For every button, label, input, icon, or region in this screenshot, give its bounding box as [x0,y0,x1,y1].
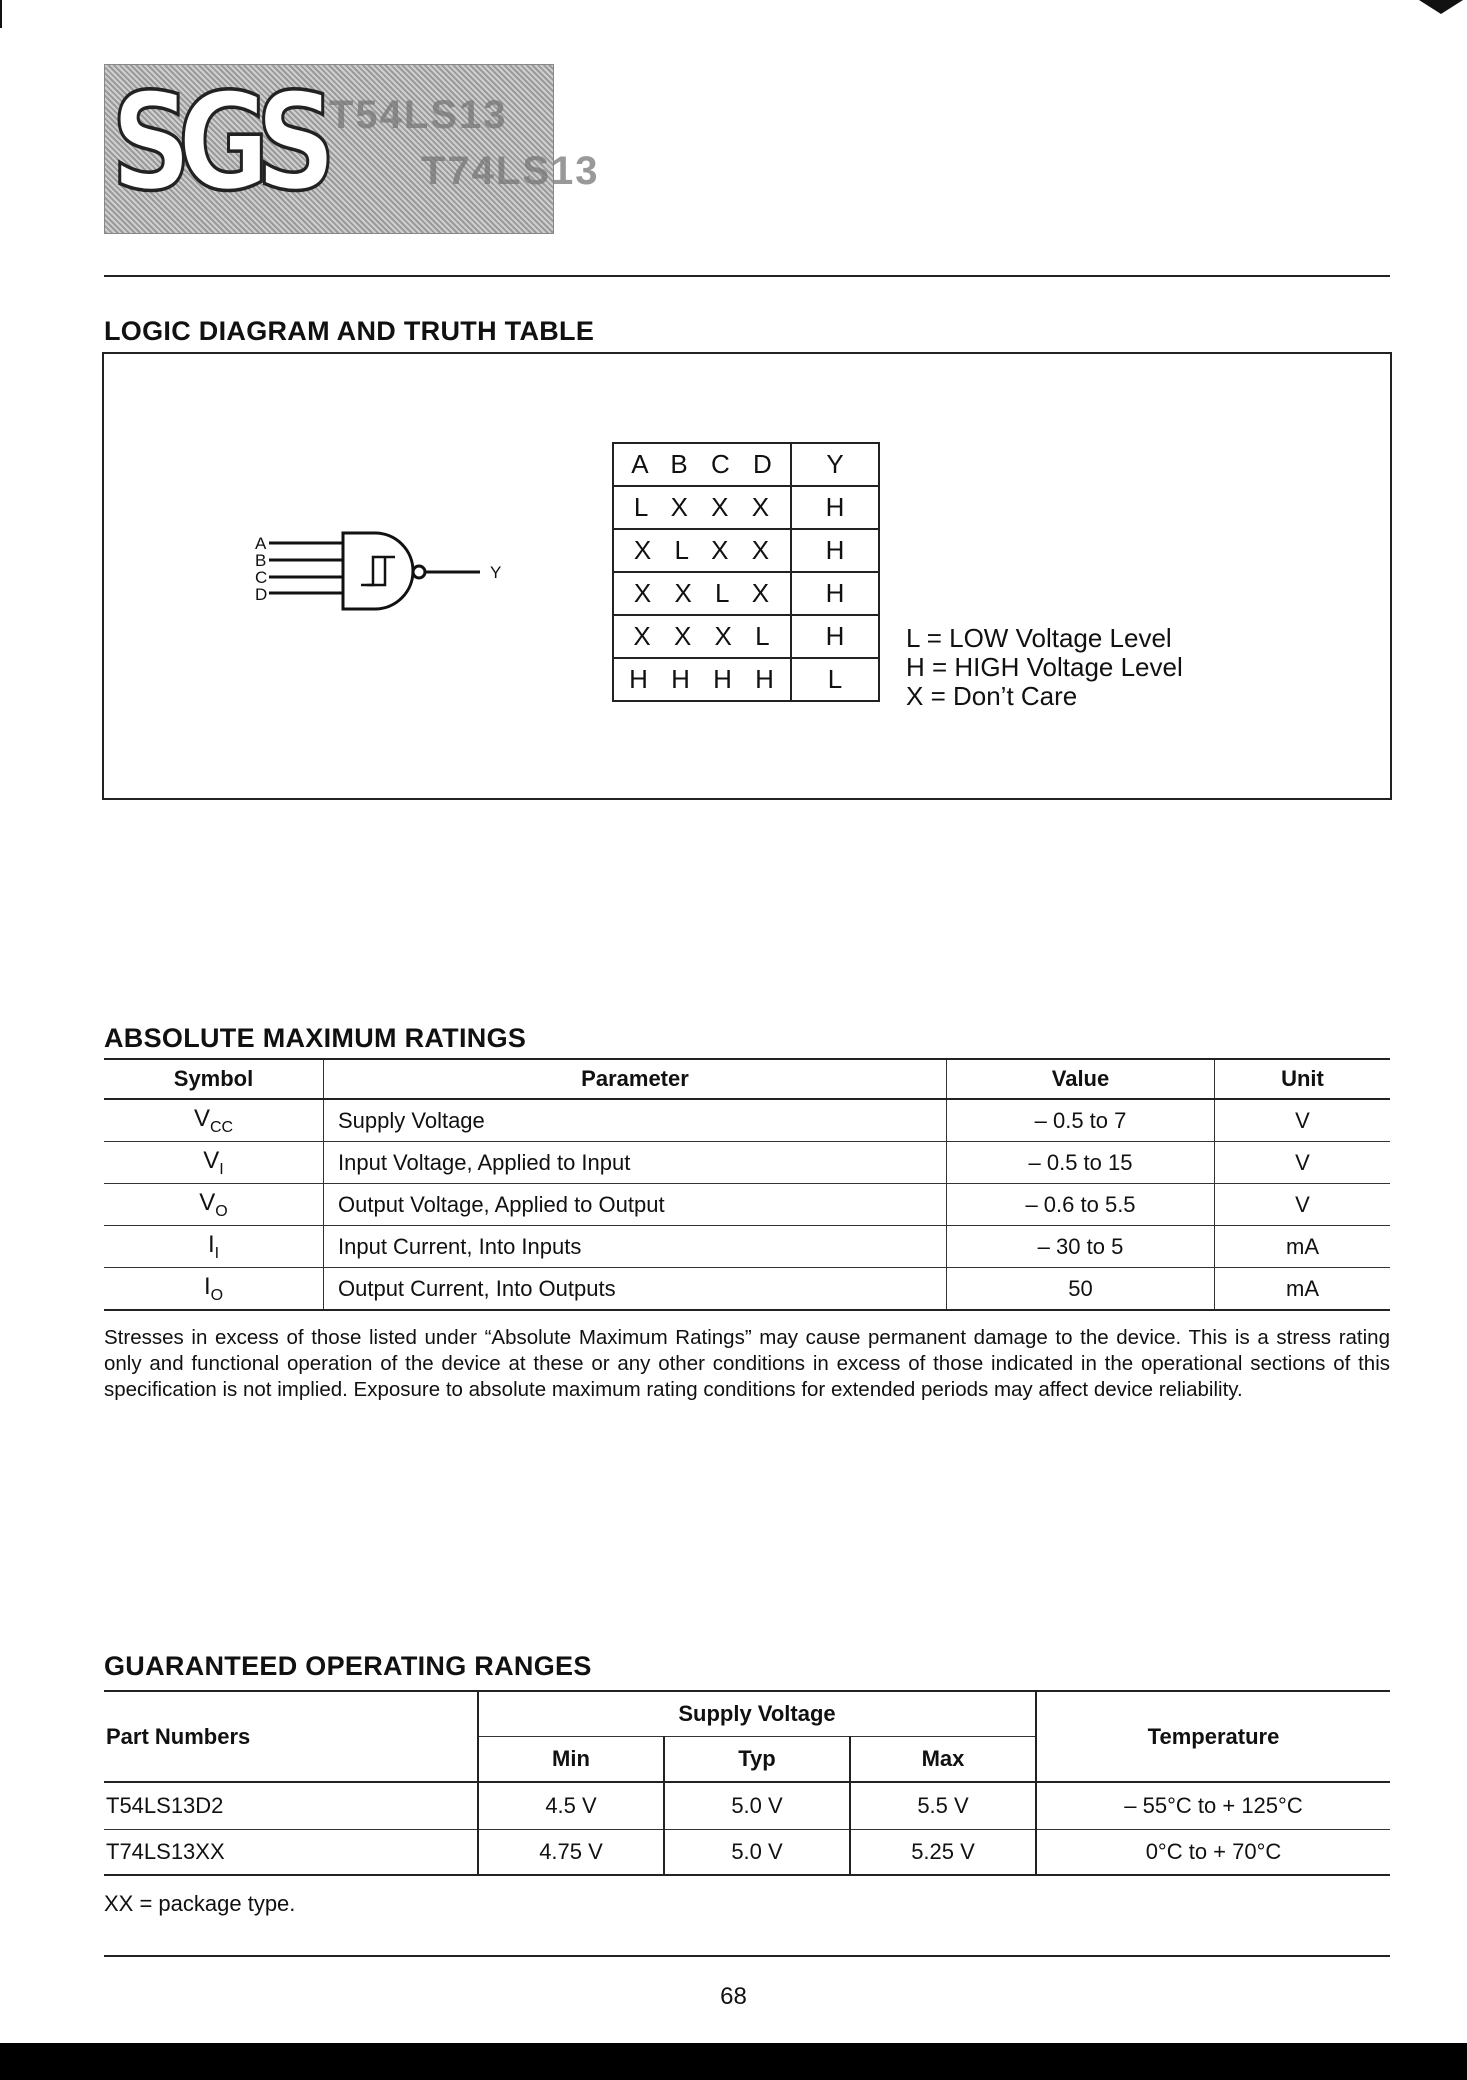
col-parameter: Parameter [324,1060,947,1099]
nand-schmitt-gate [255,525,535,625]
truth-output: H [791,615,879,658]
truth-inputs: X X L X [613,572,791,615]
col-symbol: Symbol [104,1060,324,1099]
ratings-section-title: ABSOLUTE MAXIMUM RATINGS [104,1023,527,1053]
scan-bottom-band [0,2043,1467,2080]
unit-cell: mA [1215,1226,1391,1268]
col-max: Max [850,1737,1036,1783]
truth-header-inputs: A B C D [613,443,791,486]
value-cell: – 0.5 to 7 [947,1099,1215,1142]
col-temperature: Temperature [1036,1691,1390,1782]
inverter-bubble [413,566,425,578]
unit-cell: V [1215,1184,1391,1226]
value-cell: – 0.5 to 15 [947,1142,1215,1184]
input-label-c: C [255,568,268,587]
unit-cell: V [1215,1099,1391,1142]
truth-output: H [791,486,879,529]
truth-row [613,658,879,701]
truth-output: H [791,572,879,615]
ranges-section-title: GUARANTEED OPERATING RANGES [104,1651,592,1681]
parameter-cell: Output Current, Into Outputs [324,1268,947,1311]
symbol-cell: $I_I$ [104,1226,324,1268]
unit-cell: mA [1215,1268,1391,1311]
table-row [104,1268,1390,1311]
gate-body [343,533,413,609]
truth-output: H [791,529,879,572]
legend-high: H = HIGH Voltage Level [906,652,1183,682]
col-part-numbers: Part Numbers [104,1691,478,1782]
table-row [104,1782,1390,1830]
col-supply-voltage: Supply Voltage [478,1691,1036,1737]
symbol-cell: $V_{CC}$ [104,1099,324,1142]
page-number: 68 [720,1983,747,2010]
corner-arrow-icon [1419,0,1463,14]
part-number-2: T74LS13 [421,149,600,193]
max-cell: 5.5 V [850,1782,1036,1830]
truth-table [612,442,880,702]
truth-inputs: X L X X [613,529,791,572]
table-row [104,1184,1390,1226]
part-cell: T74LS13XX [104,1830,478,1876]
parameter-cell: Supply Voltage [324,1099,947,1142]
sgs-logo [104,64,600,234]
legend-low: L = LOW Voltage Level [906,623,1172,653]
ratings-header-row [104,1060,1390,1099]
value-cell: – 0.6 to 5.5 [947,1184,1215,1226]
legend-dont-care: X = Don’t Care [906,681,1078,711]
table-row [104,1226,1390,1268]
col-value: Value [947,1060,1215,1099]
top-divider [104,275,1390,277]
table-row [104,1142,1390,1184]
package-footnote: XX = package type. [104,1891,296,1916]
temp-cell: – 55°C to + 125°C [1036,1782,1390,1830]
input-label-d: D [255,585,268,604]
parameter-cell: Output Voltage, Applied to Output [324,1184,947,1226]
col-unit: Unit [1215,1060,1391,1099]
bottom-divider [104,1955,1390,1957]
max-cell: 5.25 V [850,1830,1036,1876]
ratings-table [104,1060,1390,1311]
truth-output: L [791,658,879,701]
schmitt-hysteresis-icon [367,557,395,585]
symbol-cell: $V_O$ [104,1184,324,1226]
col-typ: Typ [664,1737,850,1783]
input-label-a: A [255,534,267,553]
temp-cell: 0°C to + 70°C [1036,1830,1390,1876]
logic-section-title: LOGIC DIAGRAM AND TRUTH TABLE [104,316,595,346]
truth-row [613,486,879,529]
min-cell: 4.75 V [478,1830,664,1876]
symbol-cell: $V_I$ [104,1142,324,1184]
input-label-b: B [255,551,267,570]
truth-row [613,615,879,658]
scan-edge-mark [0,0,2,28]
truth-row [613,572,879,615]
unit-cell: V [1215,1142,1391,1184]
ranges-header-row-1 [104,1691,1390,1737]
truth-header-row [613,443,879,486]
typ-cell: 5.0 V [664,1782,850,1830]
truth-inputs: X X X L [613,615,791,658]
table-row [104,1099,1390,1142]
truth-row [613,529,879,572]
brand-mark: SGS [111,64,323,221]
col-min: Min [478,1737,664,1783]
truth-header-output: Y [791,443,879,486]
truth-inputs: H H H H [613,658,791,701]
value-cell: 50 [947,1268,1215,1311]
part-number-1: T54LS13 [329,93,508,137]
table-row [104,1830,1390,1876]
stress-note: Stresses in excess of those listed under “Absolute Maximum Ratings” may cause permanent damage to the device. This is a stress rating only and functional operation of the device at these or any other conditions in excess of those indicated in the operational sections of this specification is not implied. Exposure to absolute maximum rating conditions for extended periods may affect device reliability. [104,1326,1390,1401]
parameter-cell: Input Current, Into Inputs [324,1226,947,1268]
truth-inputs: L X X X [613,486,791,529]
min-cell: 4.5 V [478,1782,664,1830]
operating-ranges-table [104,1690,1390,1876]
part-cell: T54LS13D2 [104,1782,478,1830]
typ-cell: 5.0 V [664,1830,850,1876]
symbol-cell: $I_O$ [104,1268,324,1311]
output-label-y: Y [490,563,502,582]
truth-legend [906,624,1183,711]
parameter-cell: Input Voltage, Applied to Input [324,1142,947,1184]
value-cell: – 30 to 5 [947,1226,1215,1268]
